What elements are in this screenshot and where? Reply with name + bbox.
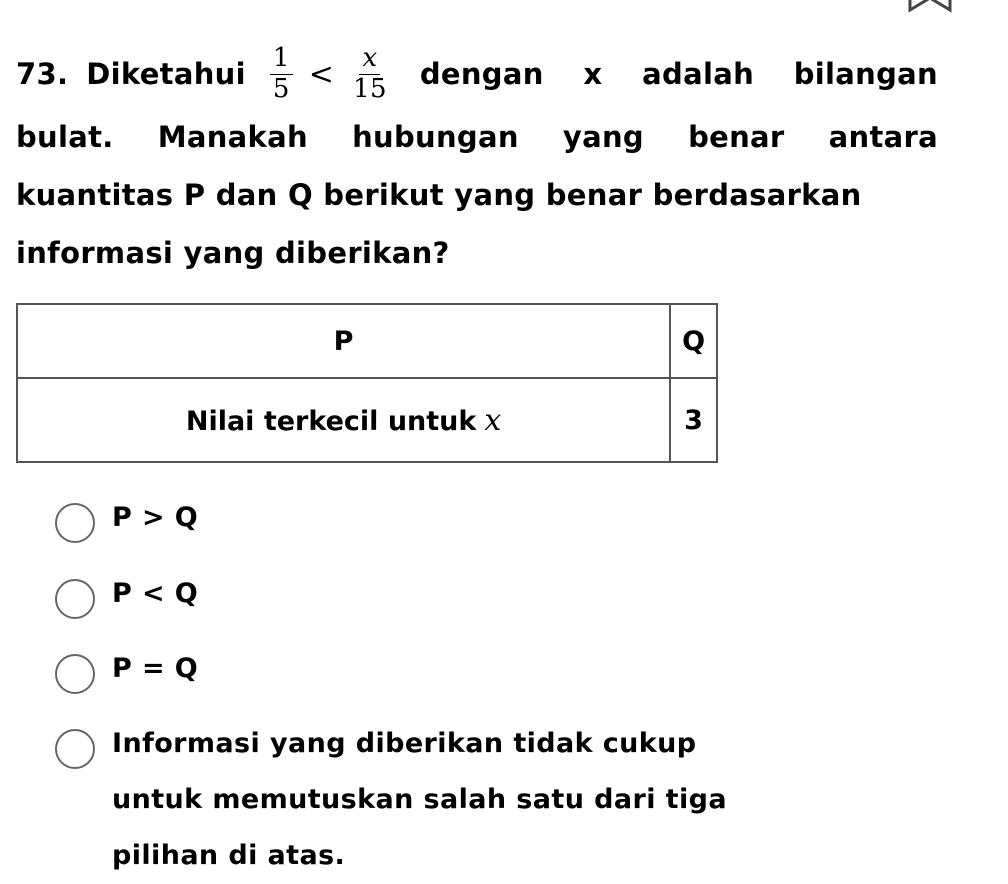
corner-arrow-icon bbox=[905, 0, 955, 20]
question-lead: Diketahui bbox=[86, 57, 246, 91]
question-word: benar bbox=[688, 120, 785, 154]
question-word: dengan bbox=[419, 57, 544, 91]
question-line-3: kuantitas P dan Q berikut yang benar berdasarkan bbox=[16, 178, 862, 212]
radio-button[interactable] bbox=[55, 729, 95, 769]
answer-option-4[interactable] bbox=[55, 729, 832, 884]
fraction-right-denominator: 15 bbox=[353, 73, 387, 104]
question-word: x bbox=[583, 57, 603, 91]
answer-option-3[interactable] bbox=[55, 654, 198, 697]
fraction-left bbox=[270, 45, 293, 103]
question-word: hubungan bbox=[352, 120, 519, 154]
question-word: yang bbox=[562, 120, 644, 154]
radio-button[interactable] bbox=[55, 503, 95, 543]
question-word: Manakah bbox=[157, 120, 308, 154]
table-row bbox=[17, 378, 717, 462]
radio-button[interactable] bbox=[55, 654, 95, 694]
fraction-right-numerator: x bbox=[359, 45, 380, 74]
question-line-4: informasi yang diberikan? bbox=[16, 236, 450, 270]
answer-option-1[interactable] bbox=[55, 503, 198, 546]
question-line-1-tail bbox=[420, 57, 938, 91]
table-header-p: P bbox=[17, 304, 670, 378]
radio-button[interactable] bbox=[55, 579, 95, 619]
question-line-1 bbox=[16, 40, 938, 108]
inequality-sign: < bbox=[308, 56, 335, 92]
question-text bbox=[16, 40, 938, 282]
question-word: bulat. bbox=[16, 120, 114, 154]
table-cell-p bbox=[17, 378, 670, 462]
fraction-right bbox=[350, 45, 390, 103]
fraction-left-numerator: 1 bbox=[270, 45, 293, 74]
comparison-table bbox=[16, 303, 718, 463]
answer-option-label: P > Q bbox=[112, 502, 199, 533]
table-header-row bbox=[17, 304, 717, 378]
fraction-left-denominator: 5 bbox=[272, 73, 290, 104]
table-cell-p-variable: x bbox=[484, 402, 502, 438]
answer-option-label: P = Q bbox=[112, 653, 199, 684]
table-cell-p-text: Nilai terkecil untuk bbox=[185, 405, 477, 437]
question-number: 73. bbox=[16, 57, 69, 91]
answer-option-label: P < Q bbox=[112, 578, 199, 609]
answer-option-2[interactable] bbox=[55, 579, 198, 622]
table-header-q: Q bbox=[670, 304, 717, 378]
question-word: antara bbox=[828, 120, 938, 154]
answer-option-label: Informasi yang diberikan tidak cukup untuk memutuskan salah satu dari tiga pilihan di atas. bbox=[112, 728, 727, 871]
question-word: bilangan bbox=[793, 57, 938, 91]
question-word: adalah bbox=[642, 57, 755, 91]
table-cell-q: 3 bbox=[670, 378, 717, 462]
question-line-2 bbox=[16, 108, 938, 166]
